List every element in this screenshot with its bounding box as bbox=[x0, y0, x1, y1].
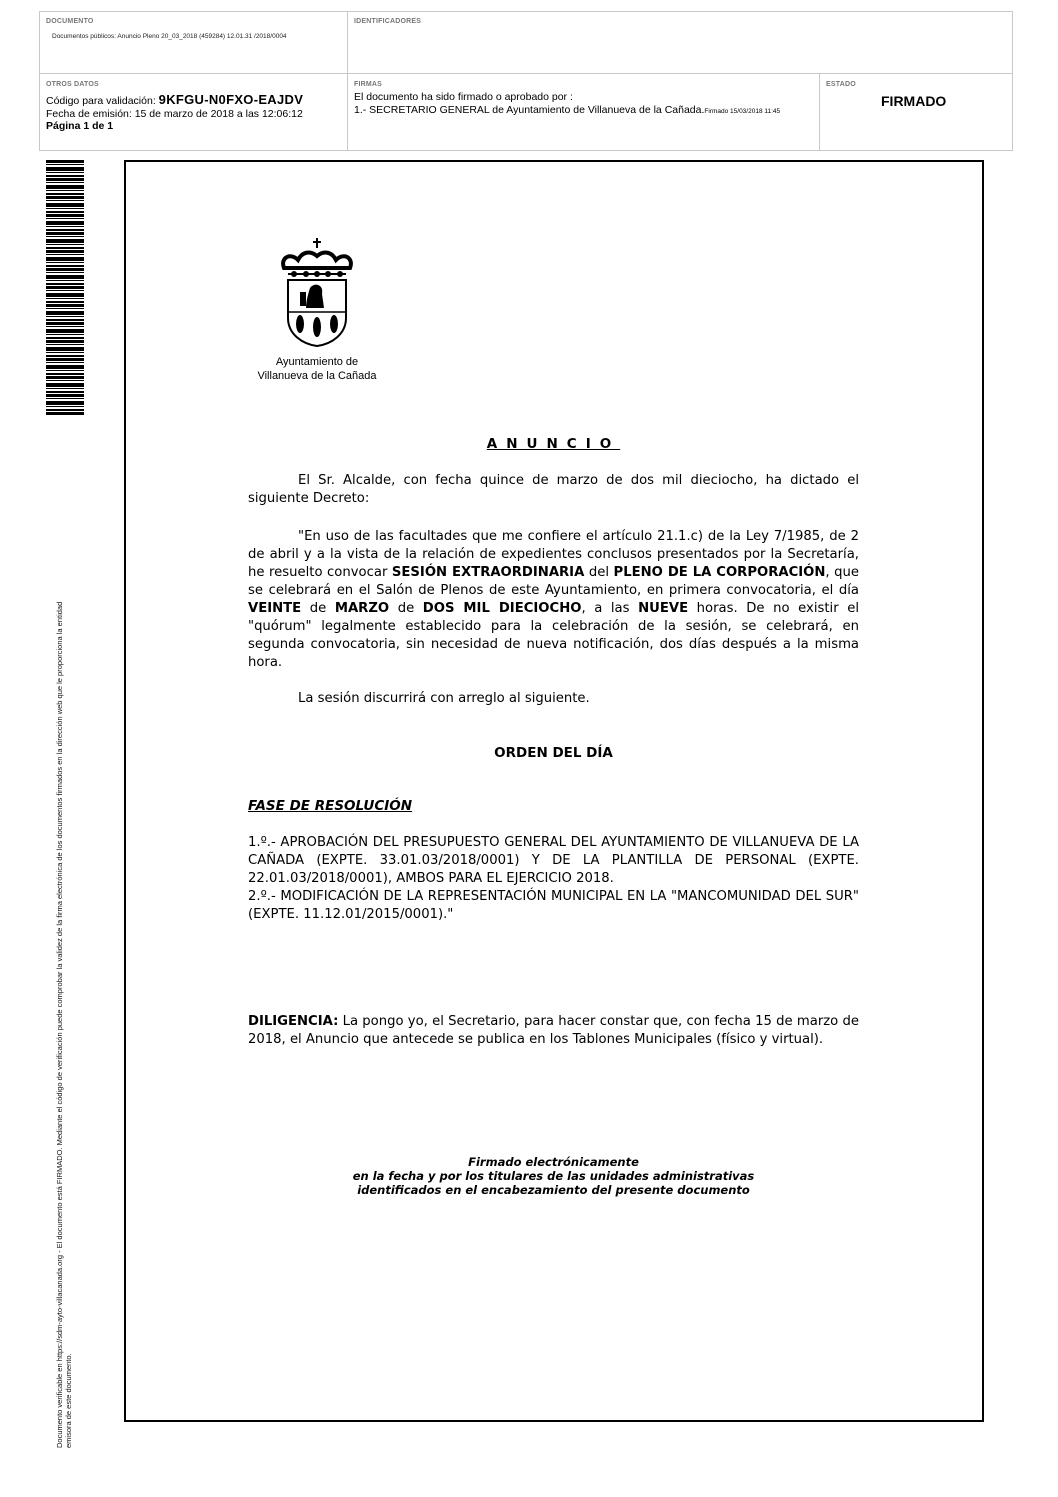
logo-line1: Ayuntamiento de bbox=[275, 356, 359, 368]
decree-anio: DOS MIL DIECIOCHO bbox=[422, 601, 582, 616]
verification-side-text bbox=[55, 438, 73, 1448]
firmas-line1: El documento ha sido firmado o aprobado por : bbox=[354, 91, 573, 103]
pagina-indicator: Página 1 de 1 bbox=[46, 120, 114, 132]
decree-text-a: "En uso de las facultades que me confiere el artículo 21.1.c) de la Ley 7/1985, de 2 de abril y a la vista de la relación de expedientes conclusos presentados por la Secretaría, he resuelto convocar bbox=[248, 529, 859, 580]
decree-pleno: PLENO DE LA CORPORACIÓN bbox=[613, 565, 826, 580]
firma-fecha: Firmado 15/03/2018 11:45 bbox=[704, 107, 781, 115]
decree-text-k: , a las bbox=[581, 601, 639, 616]
otros-datos-label: OTROS DATOS bbox=[46, 81, 99, 88]
intro-paragraph: El Sr. Alcalde, con fecha quince de marzo de dos mil dieciocho, ha dictado el siguiente Decreto: bbox=[248, 473, 859, 506]
documento-value: Documentos públicos: Anuncio Pleno 20_03_2018 (459284) 12.01.31 /2018/0004 bbox=[52, 33, 287, 40]
firma-line1: Firmado electrónicamente bbox=[468, 1155, 639, 1169]
documento-cell bbox=[40, 12, 348, 74]
document-frame bbox=[124, 160, 984, 1422]
session-paragraph: La sesión discurrirá con arreglo al siguiente. bbox=[298, 691, 590, 706]
side-text-line1: Documento verificable en https://sdm-ayto-villacanada.org - El documento está FIRMADO. Mediante el código de verificación puede comprobar la validez de la firma electrónica de los documentos firmados en la dirección web que le proporciona la entidad bbox=[55, 601, 64, 1448]
firmas-line2 bbox=[354, 104, 819, 119]
otros-datos-cell bbox=[40, 74, 348, 150]
decree-mes: MARZO bbox=[334, 601, 390, 616]
orden-del-dia-heading: ORDEN DEL DÍA bbox=[494, 745, 613, 761]
decree-text-c: del bbox=[584, 565, 614, 580]
document-header bbox=[39, 11, 1013, 151]
coat-of-arms-logo bbox=[262, 232, 372, 352]
codigo-validacion bbox=[46, 94, 347, 108]
electronic-signature-note bbox=[248, 1155, 859, 1197]
decree-text-i: de bbox=[389, 601, 423, 616]
identificadores-label: IDENTIFICADORES bbox=[354, 18, 422, 25]
firmante: 1.- SECRETARIO GENERAL de Ayuntamiento de Villanueva de la Cañada. bbox=[354, 103, 705, 116]
firmas-label: FIRMAS bbox=[354, 81, 383, 88]
barcode bbox=[46, 160, 84, 416]
agenda-item-1: 1.º.- APROBACIÓN DEL PRESUPUESTO GENERAL DEL AYUNTAMIENTO DE VILLANUEVA DE LA CAÑADA (EXPTE. 33.01.03/2018/0001) Y DE LA PLANTILLA DE PERSONAL (EXPTE. 22.01.03/2018/0001), AMBOS PARA EL EJERCICIO 2018. bbox=[248, 835, 859, 886]
decree-text-m: horas. De no existir el "quórum" legalmente establecido para la celebración de la sesión, se celebrará, en segunda convocatoria, sin necesidad de nueva notificación, dos días después a la misma hora. bbox=[248, 601, 859, 670]
estado-value: FIRMADO bbox=[881, 93, 947, 109]
codigo-value[interactable]: 9KFGU-N0FXO-EAJDV bbox=[158, 92, 304, 107]
estado-cell bbox=[820, 74, 1012, 150]
firma-line3: identificados en el encabezamiento del presente documento bbox=[357, 1183, 750, 1197]
codigo-prefix: Código para validación: bbox=[46, 95, 156, 107]
documento-label: DOCUMENTO bbox=[46, 18, 94, 25]
firmas-cell bbox=[348, 74, 820, 150]
diligencia-label: DILIGENCIA: bbox=[248, 1014, 339, 1029]
decree-paragraph bbox=[248, 528, 859, 672]
page-title bbox=[248, 436, 859, 452]
side-text-line2: emisora de este documento. bbox=[64, 1353, 73, 1448]
diligencia-paragraph bbox=[248, 1013, 859, 1049]
decree-sesion: SESIÓN EXTRAORDINARIA bbox=[391, 565, 585, 580]
decree-text-g: de bbox=[301, 601, 335, 616]
logo-caption bbox=[232, 355, 402, 383]
agenda-item-2: 2.º.- MODIFICACIÓN DE LA REPRESENTACIÓN MUNICIPAL EN LA "MANCOMUNIDAD DEL SUR" (EXPTE. 11.12.01/2015/0001)." bbox=[248, 889, 859, 922]
fecha-emision: Fecha de emisión: 15 de marzo de 2018 a las 12:06:12 bbox=[46, 107, 303, 120]
fase-heading: FASE DE RESOLUCIÓN bbox=[248, 798, 413, 814]
decree-text-e: , que se celebrará en el Salón de Plenos de este Ayuntamiento, en primera convocatoria, el día bbox=[248, 565, 859, 598]
firma-line2: en la fecha y por los titulares de las unidades administrativas bbox=[352, 1169, 755, 1183]
logo-line2: Villanueva de la Cañada bbox=[257, 370, 377, 382]
identificadores-cell bbox=[348, 12, 1012, 74]
decree-hora: NUEVE bbox=[638, 601, 689, 616]
decree-dia: VEINTE bbox=[248, 601, 302, 616]
anuncio-title: ANUNCIO bbox=[486, 436, 621, 452]
estado-label: ESTADO bbox=[826, 81, 856, 88]
diligencia-text: La pongo yo, el Secretario, para hacer constar que, con fecha 15 de marzo de 2018, el Anuncio que antecede se publica en los Tablones Municipales (físico y virtual). bbox=[248, 1014, 859, 1047]
